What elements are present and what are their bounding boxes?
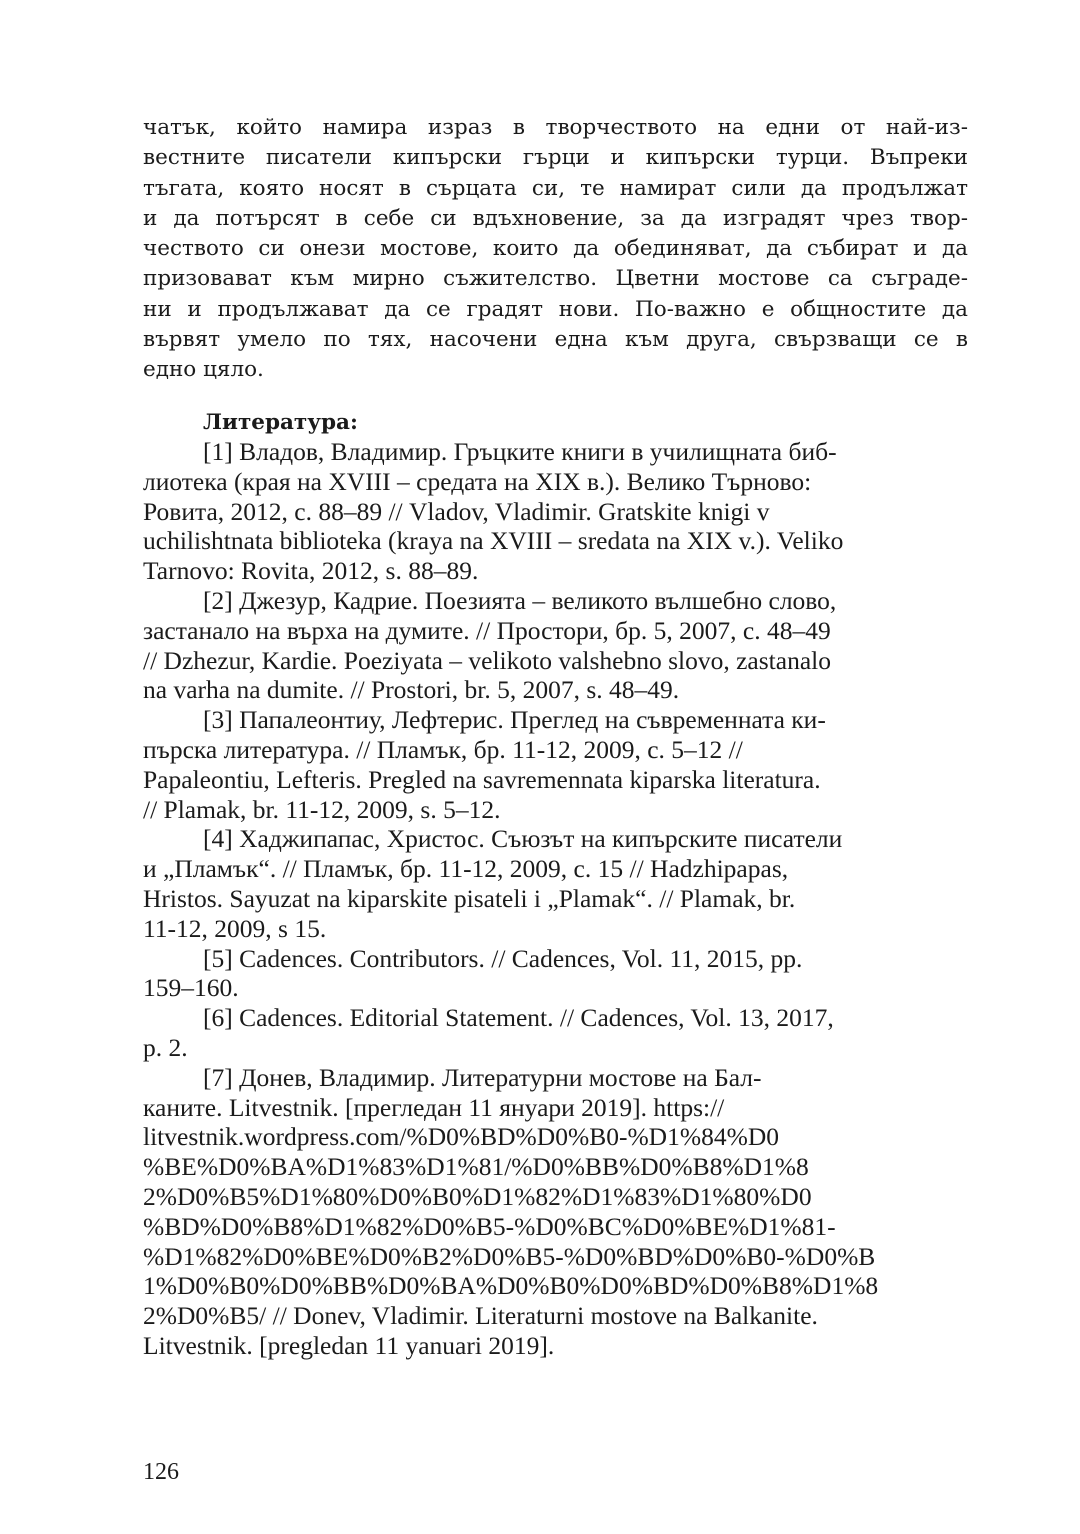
reference-entry: [143, 437, 968, 586]
reference-line: 2%D0%B5/ // Donev, Vladimir. Literaturni mostove na Balkanite.: [143, 1301, 818, 1331]
paragraph-line: призовават към мирно съжителство. Цветни мостове са съграде-: [143, 266, 968, 292]
reference-line: Litvestnik. [pregledan 11 yanuari 2019].: [143, 1330, 555, 1360]
body-paragraph: [143, 113, 968, 386]
reference-line: [1] Владов, Владимир. Гръцките книги в училищната биб-: [203, 437, 837, 466]
reference-line: 11-12, 2009, s 15.: [143, 913, 327, 943]
paragraph-line: тъгата, която носят в сърцата си, те намират сили да продължат: [143, 175, 968, 201]
reference-line: [3] Папалеонтиу, Лефтерис. Преглед на съвременната ки-: [203, 705, 826, 735]
reference-entry: [143, 705, 968, 824]
reference-line: uchilishtnata biblioteka (kraya na XVIII – sredata na XIX v.). Veliko: [143, 526, 844, 556]
reference-line: застанало на върха на думите. // Простори, бр. 5, 2007, с. 48–49: [143, 615, 831, 645]
reference-line: // Plamak, br. 11-12, 2009, s. 5–12.: [143, 794, 501, 824]
reference-line: %D1%82%D0%BE%D0%B2%D0%B5-%D0%BD%D0%B0-%D0%B: [143, 1241, 876, 1271]
reference-line: 159–160.: [143, 973, 239, 1003]
paragraph-line: ни и продължават да се градят нови. По-важно е общностите да: [143, 296, 968, 322]
paragraph-line: и да потърсят в себе си вдъхновение, за да изградят чрез твор-: [143, 205, 968, 231]
reference-line: Ровита, 2012, с. 88–89 // Vladov, Vladimir. Gratskite knigi v: [143, 496, 770, 526]
reference-line: p. 2.: [143, 1032, 188, 1062]
reference-line: лиотека (края на XVIII – средата на XIX в.). Велико Търново:: [143, 466, 812, 496]
reference-line: 2%D0%B5%D1%80%D0%B0%D1%82%D1%83%D1%80%D0: [143, 1181, 812, 1211]
reference-line: %BE%D0%BA%D1%83%D1%81/%D0%BB%D0%B8%D1%8: [143, 1152, 809, 1182]
reference-line: 1%D0%B0%D0%BB%D0%BA%D0%B0%D0%BD%D0%B8%D1%8: [143, 1271, 879, 1301]
reference-entry: [143, 1063, 968, 1361]
page-number: 126: [143, 1459, 179, 1485]
reference-entry: [143, 586, 968, 705]
reference-entry: [143, 824, 968, 943]
paragraph-line: вестните писатели кипърски гърци и кипърски турци. Въпреки: [143, 145, 968, 171]
references-list: [143, 437, 968, 1361]
reference-line: и „Пламък“. // Пламък, бр. 11-12, 2009, с. 15 // Hadzhipapas,: [143, 854, 789, 884]
paragraph-line: чатък, който намира израз в творчеството на едни от най-из-: [143, 115, 968, 140]
reference-line: [6] Cadences. Editorial Statement. // Cadences, Vol. 13, 2017,: [203, 1003, 834, 1033]
reference-line: %BD%D0%B8%D1%82%D0%B5-%D0%BC%D0%BE%D1%81-: [143, 1211, 836, 1241]
reference-line: Hristos. Sayuzat na kiparskite pisateli i „Plamak“. // Plamak, br.: [143, 883, 796, 913]
paragraph-line: едно цяло.: [143, 357, 264, 383]
reference-line: [7] Донев, Владимир. Литературни мостове на Бал-: [203, 1062, 762, 1092]
references-heading: Литература:: [203, 410, 358, 435]
references-section: [143, 408, 968, 1361]
reference-entry: [143, 944, 968, 1004]
reference-line: пърска литература. // Пламък, бр. 11-12, 2009, с. 5–12 //: [143, 734, 743, 764]
reference-line: na varha na dumite. // Prostori, br. 5, 2007, s. 48–49.: [143, 675, 680, 705]
reference-line: [2] Джезур, Кадрие. Поезията – великото вълшебно слово,: [203, 585, 837, 615]
paragraph-line: чеството си онези мостове, които да обединяват, да събират и да: [143, 236, 968, 262]
reference-line: [4] Хаджипапас, Христос. Съюзът на кипърските писатели: [203, 824, 843, 854]
reference-line: Tarnovo: Rovita, 2012, s. 88–89.: [143, 556, 479, 586]
reference-line: litvestnik.wordpress.com/%D0%BD%D0%B0-%D1%84%D0: [143, 1122, 779, 1152]
reference-line: [5] Cadences. Contributors. // Cadences, Vol. 11, 2015, pp.: [203, 943, 803, 973]
paragraph-line: вървят умело по тях, насочени една към друга, свързващи се в: [143, 327, 968, 353]
reference-line: // Dzhezur, Kardie. Poeziyata – velikoto valshebno slovo, zastanalo: [143, 645, 831, 675]
reference-line: каните. Litvestnik. [прегледан 11 януари 2019]. https://: [143, 1092, 725, 1122]
reference-entry: [143, 1003, 968, 1063]
reference-line: Papaleontiu, Lefteris. Pregled na savremennata kiparska literatura.: [143, 764, 821, 794]
